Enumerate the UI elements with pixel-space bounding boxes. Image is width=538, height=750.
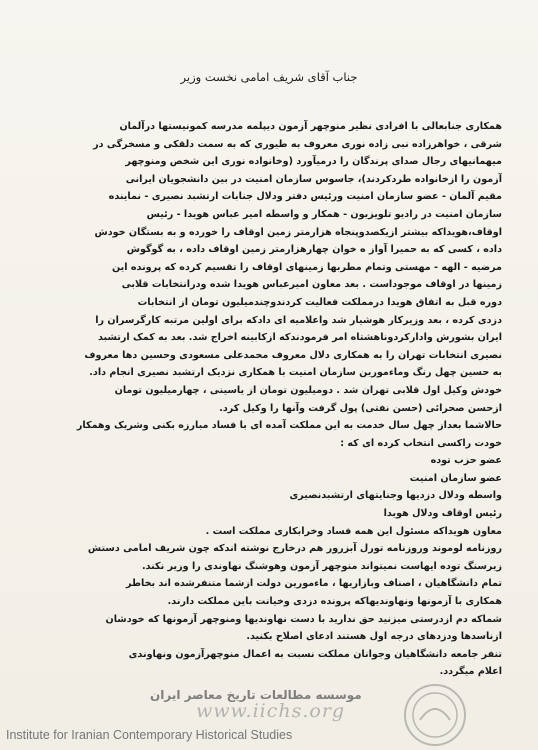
letter-line: سازمان امنیت در رادیو تلویزیون - همکار و واسطه امیر عباس هویدا - رئیس: [146, 208, 502, 220]
letter-line: تنفر جامعه دانشگاهیان وجوانان مملکت نسبت به اعمال منوچهرآزمون ونهاوندی: [128, 648, 502, 660]
letter-line: روزنامه لوموند وروزنامه تورل آبزرور هم درخارج نوشته اندکه چون شریف امامی دستش: [87, 543, 502, 555]
letter-line: خودت راکسی انتخاب کرده ای که :: [340, 437, 502, 449]
watermark-persian: موسسه مطالعات تاریخ معاصر ایران: [150, 688, 362, 702]
letter-line: همکاری جنابعالی با افرادی نظیر منوچهر آزمون دیپلمه مدرسه کمونیستها درآلمان: [119, 121, 502, 132]
letter-line: شماکه دم ازدرستی میزنید حق ندارید با دست نهاوندیها ومنوچهر آزمونها که خودشان: [105, 613, 502, 625]
watermark-url: www.iichs.org: [196, 700, 346, 722]
document-title: جناب آقای شریف امامی نخست وزیر: [180, 70, 358, 84]
archive-watermark: [0, 678, 538, 750]
letter-line: همکاری با آزمونها ونهاوندیهاکه پرونده دزدی وخیانت باین مملکت دارند.: [167, 596, 502, 608]
letter-line: زیرسنگ توده ایهاست نمیتواند منوچهر آزمون وهوشنگ نهاوندی را وزیر نکند.: [141, 560, 502, 572]
letter-line: حالاشما بعداز چهل سال خدمت به این مملکت آمده ای با فساد مبارزه بکنی وشریک وهمکار: [76, 420, 502, 432]
institute-seal-icon: [400, 680, 470, 750]
letter-line: نصیری انتخابات تهران را به همکاری دلال معروف محمدعلی مسعودی وحسین دها معروف: [84, 349, 502, 361]
letter-line: مقیم آلمان - عضو سازمان امنیت ورئیس دفتر ودلال جنابات ارتشبد نصیری - نماینده: [108, 191, 502, 203]
letter-line: عضو حزب توده: [430, 455, 502, 467]
letter-line: ازناسدها ودزدهای درجه اول هستند ادعای اصلاح بکنید.: [246, 631, 502, 643]
letter-line: واسطه ودلال دزدیها وجنایتهای ارتشبدنصیری: [289, 490, 502, 502]
letter-line: دزدی کرده ، بعد وزیرکار هوشیار شد واعلامیه ای دادکه برای اولین مرتبه کارگرسران را: [95, 314, 502, 326]
letter-line: داده ، کسی که به حمیرا آواز ه خوان چهارهزارمتر زمین اوقاف داده ، به گوگوش: [126, 244, 502, 256]
letter-line: دوره قبل به اتفاق هویدا درمملکت فعالیت کردندوچندمیلیون تومان از انتخابات: [137, 296, 502, 308]
letter-line: ایران بشورش واداركردوناهشتاه امر فرمودندکه ازکابینه اخراج شد. بعد به کمک ارتشبد: [98, 332, 502, 344]
letter-line: عضو سازمان امنیت: [409, 472, 502, 484]
letter-line: اوقاف،هویداکه بیشتر ازیکصدوپنجاه هزارمتر زمین اوقاف را خورده و به بستگان خودش: [94, 226, 502, 238]
letter-line: شرقی ، خواهرزاده نبی زاده نوری معروف به طیوری که به سمت دلقکی و مسخرگی در: [93, 138, 502, 150]
letter-line: به حسین چهل رنگ وماءمورین سازمان امنیت با همکاری نزدیک ارتشبد نصیری انجام داد.: [89, 367, 502, 379]
letter-line: زمینها در اوقاف موجوداست . بعد معاون امیرعباس هویدا شده ودرانتخابات قلابی: [121, 279, 502, 291]
letter-line: معاون هویداکه مسئول این همه فساد وخرابکاری مملکت است .: [205, 525, 502, 537]
letter-line: خودش وکیل اول قلابی تهران شد . دومیلیون تومان از یاسینی ، چهارمیلیون تومان: [114, 384, 502, 396]
letter-line: آزمون را ازخانواده طردکردند)، جاسوس سازمان امنیت در بین دانشجویان ایرانی: [125, 173, 502, 185]
letter-line: مرضیه - الهه - مهستی وتمام مطربها زمینهای اوقاف را تقسیم کرده که پرونده این: [112, 261, 502, 273]
letter-line: رئیس اوقاف ودلال هویدا: [383, 508, 502, 520]
letter-line: اعلام میگردد.: [439, 666, 502, 678]
letter-line: تمام دانشگاهیان ، اصناف وبازاریها ، ماءمورین دولت ازشما متنفرشده اند بخاطر: [125, 578, 502, 590]
letter-line: میهمانیهای رجال صدای پرندگان را درمیآورد (وخانواده نوری این شخص ومنوچهر: [125, 156, 502, 168]
letter-body: [40, 118, 502, 681]
watermark-english: Institute for Iranian Contemporary Historical Studies: [6, 728, 293, 742]
letter-line: ازحسن صحرائی (حسن نفتی) پول گرفت وآنها را وکیل کرد.: [219, 402, 502, 414]
